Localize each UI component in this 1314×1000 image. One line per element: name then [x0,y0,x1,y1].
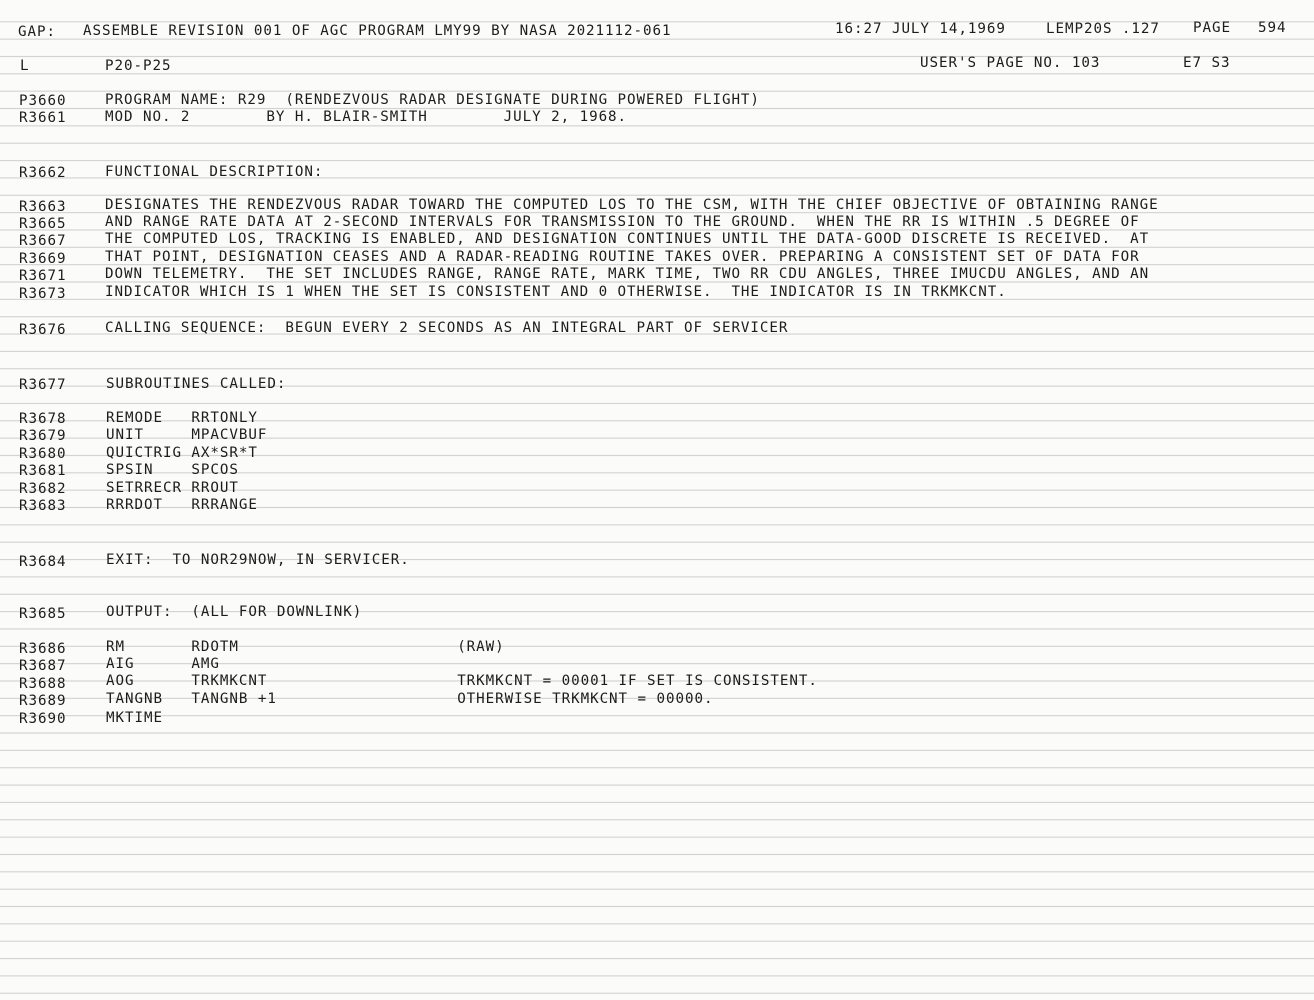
line-number: R3679 [19,428,67,444]
line-number: R3661 [19,110,67,126]
line-number: R3687 [19,658,67,674]
line-number: R3662 [19,165,67,181]
line-text: TANGNB TANGNB +1 OTHERWISE TRKMKCNT = 00000. [106,691,714,707]
line-text: FUNCTIONAL DESCRIPTION: [105,164,324,180]
line-text: EXIT: TO NOR29NOW, IN SERVICER. [106,552,410,568]
header-timestamp: 16:27 JULY 14,1969 [835,21,1006,37]
line-text: DESIGNATES THE RENDEZVOUS RADAR TOWARD THE COMPUTED LOS TO THE CSM, WITH THE CHIEF OBJECTIVE OF OBTAINING RANGE [105,197,1159,213]
line-number: R3684 [19,554,67,570]
line-number: R3669 [19,251,67,267]
line-number: R3665 [19,216,67,232]
line-text: SETRRECR RROUT [106,480,239,496]
line-number: R3682 [19,481,67,497]
line-text: SUBROUTINES CALLED: [106,376,287,392]
line-number: R3686 [19,641,67,657]
line-text: OUTPUT: (ALL FOR DOWNLINK) [106,604,363,620]
line-text: MOD NO. 2 BY H. BLAIR-SMITH JULY 2, 1968. [105,109,628,125]
subheader-users-page: USER'S PAGE NO. 103 [920,55,1101,71]
line-text: DOWN TELEMETRY. THE SET INCLUDES RANGE, RANGE RATE, MARK TIME, TWO RR CDU ANGLES, THREE IMUCDU ANGLES, AND AN [105,266,1150,282]
line-text: THE COMPUTED LOS, TRACKING IS ENABLED, AND DESIGNATION CONTINUES UNTIL THE DATA-GOOD DISCRETE IS RECEIVED. AT [105,231,1150,247]
line-number: R3663 [19,199,67,215]
line-number: R3683 [19,498,67,514]
line-number: P3660 [19,93,67,109]
line-text: THAT POINT, DESIGNATION CEASES AND A RADAR-READING ROUTINE TAKES OVER. PREPARING A CONSISTENT SET OF DATA FOR [105,249,1140,265]
line-text: MKTIME [106,710,163,726]
line-text: AND RANGE RATE DATA AT 2-SECOND INTERVALS FOR TRANSMISSION TO THE GROUND. WHEN THE RR IS WITHIN .5 DEGREE OF [105,214,1140,230]
line-number: R3681 [19,463,67,479]
line-number: R3689 [19,693,67,709]
line-text: AOG TRKMKCNT TRKMKCNT = 00001 IF SET IS CONSISTENT. [106,673,818,689]
header-job: LEMP20S .127 [1046,21,1160,37]
subheader-section: P20-P25 [105,58,172,74]
line-number: R3671 [19,268,67,284]
line-text: REMODE RRTONLY [106,410,258,426]
line-number: R3673 [19,286,67,302]
line-text: AIG AMG [106,656,220,672]
header-gap: GAP: [18,24,56,40]
line-text: RRRDOT RRRANGE [106,497,258,513]
line-number: R3685 [19,606,67,622]
line-text: INDICATOR WHICH IS 1 WHEN THE SET IS CONSISTENT AND 0 OTHERWISE. THE INDICATOR IS IN TRKMKCNT. [105,284,1007,300]
line-text: PROGRAM NAME: R29 (RENDEZVOUS RADAR DESIGNATE DURING POWERED FLIGHT) [105,92,760,108]
line-number: R3667 [19,233,67,249]
line-text: QUICTRIG AX*SR*T [106,445,258,461]
line-text: UNIT MPACVBUF [106,427,268,443]
line-number: R3676 [19,322,67,338]
subheader-code: E7 S3 [1183,55,1231,71]
line-text: CALLING SEQUENCE: BEGUN EVERY 2 SECONDS AS AN INTEGRAL PART OF SERVICER [105,320,789,336]
line-number: R3678 [19,411,67,427]
subheader-prefix: L [20,58,30,74]
line-number: R3688 [19,676,67,692]
header-page-label: PAGE [1193,20,1231,36]
line-text: RM RDOTM (RAW) [106,639,505,655]
header-page-number: 594 [1258,20,1287,36]
line-number: R3690 [19,711,67,727]
header-title: ASSEMBLE REVISION 001 OF AGC PROGRAM LMY99 BY NASA 2021112-061 [83,23,672,39]
line-text: SPSIN SPCOS [106,462,239,478]
line-number: R3677 [19,377,67,393]
line-number: R3680 [19,446,67,462]
